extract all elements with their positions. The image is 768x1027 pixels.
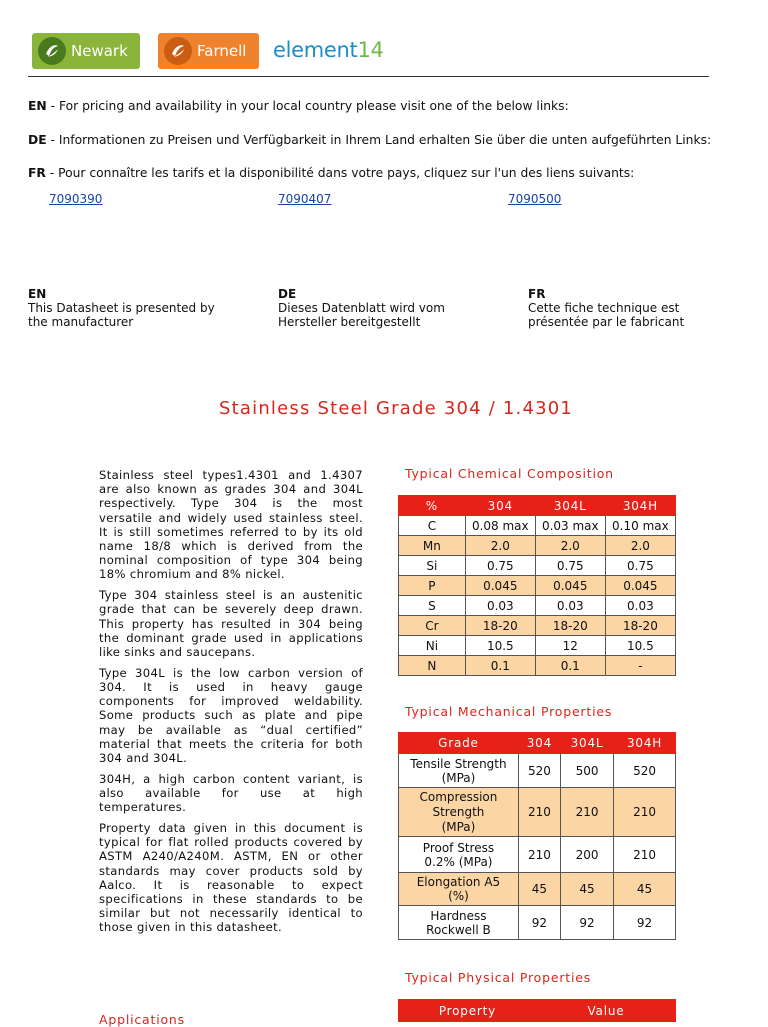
presented-en <box>28 287 215 329</box>
table-row <box>399 616 676 636</box>
table-cell: 210 <box>560 788 613 837</box>
table-row <box>399 636 676 656</box>
applications-section-title: Applications <box>99 1012 185 1027</box>
table-header-row <box>399 733 676 754</box>
table-cell: 10.5 <box>605 636 675 656</box>
presented-de <box>278 287 445 329</box>
table-row <box>399 788 676 837</box>
table-header: % <box>399 496 466 516</box>
farnell-logo-text: Farnell <box>197 42 247 60</box>
table-cell: 200 <box>560 837 613 873</box>
table-header: 304 <box>518 733 560 754</box>
table-cell: Mn <box>399 536 466 556</box>
table-cell: 520 <box>518 754 560 788</box>
table-row <box>399 516 676 536</box>
table-row <box>399 656 676 676</box>
table-row <box>399 837 676 873</box>
table-cell: Tensile Strength (MPa) <box>399 754 519 788</box>
table-cell: Si <box>399 556 466 576</box>
presented-en-line2: the manufacturer <box>28 315 134 329</box>
table-row <box>399 576 676 596</box>
table-cell: 0.10 max <box>605 516 675 536</box>
swoosh-logo-icon <box>164 37 192 65</box>
table-row <box>399 556 676 576</box>
table-cell: 0.08 max <box>465 516 535 536</box>
table-cell: 0.03 max <box>535 516 605 536</box>
swoosh-logo-icon <box>38 37 66 65</box>
paragraph: Stainless steel types1.4301 and 1.4307 are also known as grades 304 and 304L respectively. Type 304 is the most versatile and widely used stainless steel. It is still sometimes referred to by its old name 18/8 which is derived from the nominal composition of type 304 being 18% chromium and 8% nickel. <box>99 468 363 582</box>
presented-de-line2: Hersteller bereitgestellt <box>278 315 421 329</box>
table-cell: 45 <box>518 873 560 906</box>
phys-table <box>398 999 676 1022</box>
table-header: Grade <box>399 733 519 754</box>
table-cell: 45 <box>560 873 613 906</box>
presented-de-line1: Dieses Datenblatt wird vom <box>278 301 445 315</box>
table-cell: P <box>399 576 466 596</box>
table-row <box>399 754 676 788</box>
table-row <box>399 906 676 940</box>
table-row <box>399 596 676 616</box>
table-cell: S <box>399 596 466 616</box>
table-cell: 92 <box>614 906 676 940</box>
table-cell: 210 <box>614 788 676 837</box>
table-cell: 18-20 <box>535 616 605 636</box>
table-cell: 18-20 <box>465 616 535 636</box>
table-cell: 45 <box>614 873 676 906</box>
paragraph: Property data given in this document is typical for flat rolled products covered by ASTM A240/A240M. ASTM, EN or other standards may cover products sold by Aalco. It is reasonable to expect specifications in these standards to be similar but not necessarily identical to those given in this datasheet. <box>99 821 363 935</box>
table-cell: - <box>605 656 675 676</box>
chem-section-title: Typical Chemical Composition <box>405 466 614 481</box>
table-cell: 0.03 <box>605 596 675 616</box>
table-cell: 0.045 <box>465 576 535 596</box>
element14-num: 14 <box>357 38 384 62</box>
table-header: 304L <box>560 733 613 754</box>
presented-fr <box>528 287 684 329</box>
presented-en-line1: This Datasheet is presented by <box>28 301 215 315</box>
intro-fr-text: - Pour connaître les tarifs et la disponibilité dans votre pays, cliquez sur l'un des liens suivants: <box>45 166 635 180</box>
table-row <box>399 873 676 906</box>
description-text <box>99 468 363 941</box>
table-header-row <box>399 1000 676 1022</box>
table-cell: 10.5 <box>465 636 535 656</box>
document-title: Stainless Steel Grade 304 / 1.4301 <box>219 398 574 419</box>
header-divider <box>28 76 709 77</box>
presented-de-code: DE <box>278 287 297 301</box>
presented-fr-line2: présentée par le fabricant <box>528 315 685 329</box>
table-header: 304 <box>465 496 535 516</box>
table-cell: 2.0 <box>465 536 535 556</box>
table-cell: Compression Strength (MPa) <box>399 788 519 837</box>
table-header: 304H <box>605 496 675 516</box>
table-cell: 0.1 <box>535 656 605 676</box>
table-cell: Elongation A5 (%) <box>399 873 519 906</box>
table-cell: C <box>399 516 466 536</box>
table-cell: 0.1 <box>465 656 535 676</box>
table-cell: 500 <box>560 754 613 788</box>
table-header: 304L <box>535 496 605 516</box>
table-cell: Hardness Rockwell B <box>399 906 519 940</box>
element14-word: element <box>273 38 358 62</box>
presented-fr-code: FR <box>528 287 546 301</box>
farnell-logo <box>158 33 259 69</box>
table-header: 304H <box>614 733 676 754</box>
intro-en <box>28 99 569 113</box>
newark-logo-text: Newark <box>71 42 128 60</box>
table-cell: Proof Stress 0.2% (MPa) <box>399 837 519 873</box>
phys-section-title: Typical Physical Properties <box>405 970 592 985</box>
table-cell: 18-20 <box>605 616 675 636</box>
table-cell: 0.75 <box>535 556 605 576</box>
paragraph: 304H, a high carbon content variant, is also available for use at high temperatures. <box>99 771 363 815</box>
intro-en-text: - For pricing and availability in your local country please visit one of the below links: <box>46 99 569 113</box>
intro-fr <box>28 166 634 180</box>
table-cell: 210 <box>614 837 676 873</box>
table-cell: 0.045 <box>605 576 675 596</box>
product-link-2[interactable]: 7090407 <box>278 192 332 206</box>
table-cell: 92 <box>560 906 613 940</box>
lang-code-fr: FR <box>28 166 46 180</box>
product-link-1[interactable]: 7090390 <box>49 192 103 206</box>
newark-logo <box>32 33 140 69</box>
paragraph: Type 304 stainless steel is an austenitic grade that can be severely deep drawn. This property has resulted in 304 being the dominant grade used in applications like sinks and saucepans. <box>99 588 363 660</box>
table-cell: 0.75 <box>465 556 535 576</box>
table-cell: Cr <box>399 616 466 636</box>
table-cell: 12 <box>535 636 605 656</box>
paragraph: Type 304L is the low carbon version of 304. It is used in heavy gauge components for improved weldability. Some products such as plate and pipe may be available as “dual certified” material that meets the criteria for both 304 and 304L. <box>99 665 363 766</box>
table-cell: 520 <box>614 754 676 788</box>
intro-de-text: - Informationen zu Preisen und Verfügbarkeit in Ihrem Land erhalten Sie über die unten aufgeführten Links: <box>46 133 712 147</box>
mech-section-title: Typical Mechanical Properties <box>405 704 613 719</box>
table-cell: 2.0 <box>605 536 675 556</box>
mech-table <box>398 732 676 940</box>
table-cell: 0.03 <box>465 596 535 616</box>
table-cell: Ni <box>399 636 466 656</box>
table-header: Value <box>536 1000 675 1022</box>
intro-de <box>28 133 711 147</box>
table-row <box>399 536 676 556</box>
table-cell: 0.045 <box>535 576 605 596</box>
table-cell: 92 <box>518 906 560 940</box>
chem-table <box>398 495 676 676</box>
presented-en-code: EN <box>28 287 47 301</box>
element14-logo <box>273 38 384 62</box>
table-cell: 0.03 <box>535 596 605 616</box>
table-cell: 210 <box>518 837 560 873</box>
table-header: Property <box>399 1000 537 1022</box>
table-cell: 0.75 <box>605 556 675 576</box>
table-header-row <box>399 496 676 516</box>
table-cell: 2.0 <box>535 536 605 556</box>
lang-code-de: DE <box>28 133 47 147</box>
presented-fr-line1: Cette fiche technique est <box>528 301 680 315</box>
lang-code-en: EN <box>28 99 47 113</box>
product-link-3[interactable]: 7090500 <box>508 192 562 206</box>
table-cell: N <box>399 656 466 676</box>
table-cell: 210 <box>518 788 560 837</box>
